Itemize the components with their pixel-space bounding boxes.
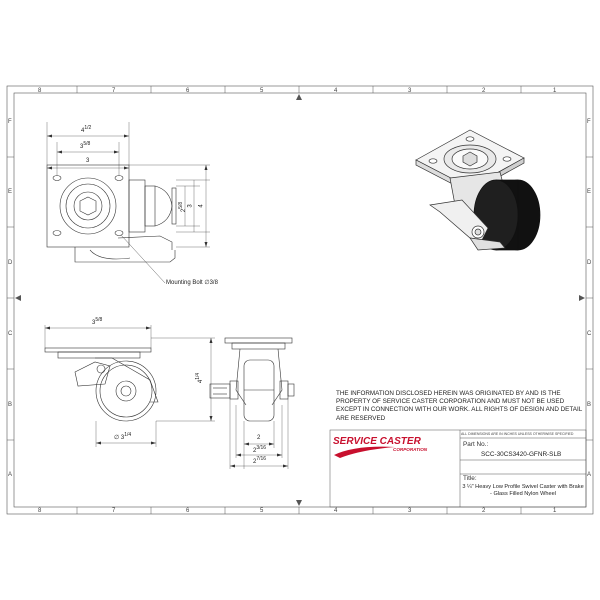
- zone-top-4: 4: [334, 88, 338, 94]
- zone-top-6: 6: [186, 88, 190, 94]
- dim-side-width: $3^{5/8}$: [92, 317, 103, 326]
- zone-left-E: E: [8, 189, 13, 195]
- zone-bottom-3: 3: [408, 508, 412, 514]
- zone-bottom-2: 2: [482, 508, 486, 514]
- front-view-drawing: [210, 338, 294, 469]
- dim-top-height: 4: [198, 204, 205, 208]
- zone-top-3: 3: [408, 88, 412, 94]
- brand-logo: SERVICE CASTER: [333, 436, 421, 447]
- zone-left-A: A: [8, 472, 13, 478]
- dim-top-side-a: $2^{5/8}$: [178, 201, 188, 213]
- zone-top-5: 5: [260, 88, 264, 94]
- zone-bottom-7: 7: [112, 508, 116, 514]
- zone-left-B: B: [8, 402, 13, 408]
- zone-top-1: 1: [553, 88, 557, 94]
- zone-right-C: C: [587, 331, 592, 337]
- brand-logo-subtitle: CORPORATION: [393, 447, 428, 452]
- zone-left-D: D: [8, 260, 13, 266]
- zone-bottom-4: 4: [334, 508, 338, 514]
- isometric-view-drawing: [416, 130, 540, 250]
- zone-right-A: A: [587, 472, 592, 478]
- title-label: Title:: [463, 475, 477, 482]
- zone-bottom-5: 5: [260, 508, 264, 514]
- title-value: 3 ¼" Heavy Low Profile Swivel Caster with Brake - Glass Filled Nylon Wheel: [462, 484, 584, 497]
- zone-right-D: D: [587, 260, 592, 266]
- zone-top-2: 2: [482, 88, 486, 94]
- part-number-value: SCC-30CS3420-GFNR-SLB: [481, 451, 562, 458]
- zone-left-F: F: [8, 119, 12, 125]
- zone-bottom-8: 8: [38, 508, 42, 514]
- zone-top-8: 8: [38, 88, 42, 94]
- part-number-label: Part No.:: [463, 441, 489, 448]
- dim-wheel-diameter: ∅ $3^{1/4}$: [114, 432, 132, 441]
- proprietary-notice: THE INFORMATION DISCLOSED HEREIN WAS ORIGINATED BY AND IS THE PROPERTY OF SERVICE CASTER CORPORATION AND MUST NOT BE USED EXCEPT IN CONNECTION WITH OUR WORK. ALL RIGHTS OF DESIGN AND DETAIL ARE RESERVED: [336, 390, 582, 422]
- zone-right-F: F: [587, 119, 591, 125]
- zone-right-B: B: [587, 402, 592, 408]
- units-note: ALL DIMENSIONS ARE IN INCHES UNLESS OTHERWISE SPECIFIED: [461, 432, 574, 436]
- logo-swoosh: [334, 447, 395, 458]
- zone-left-C: C: [8, 331, 13, 337]
- dim-front-overall: $2^{7/16}$: [253, 456, 267, 465]
- dim-top-side-b: 3: [187, 204, 194, 208]
- dim-front-fork-inner: $2^{3/16}$: [253, 445, 267, 454]
- side-view-drawing: [45, 325, 215, 447]
- side-view-arrows: [45, 327, 213, 445]
- zone-bottom-1: 1: [553, 508, 557, 514]
- zone-bottom-6: 6: [186, 508, 190, 514]
- dim-top-bolt-spacing: $3^{5/8}$: [80, 141, 91, 150]
- mounting-bolt-label: Mounting Bolt ∅3/8: [166, 280, 218, 286]
- dim-front-wheel-width: 2: [257, 435, 261, 441]
- zone-right-E: E: [587, 189, 592, 195]
- dim-side-height: $4^{1/4}$: [195, 372, 205, 384]
- dim-top-inner: 3: [86, 158, 90, 164]
- dim-top-width: $4^{1/2}$: [81, 125, 92, 134]
- zone-top-7: 7: [112, 88, 116, 94]
